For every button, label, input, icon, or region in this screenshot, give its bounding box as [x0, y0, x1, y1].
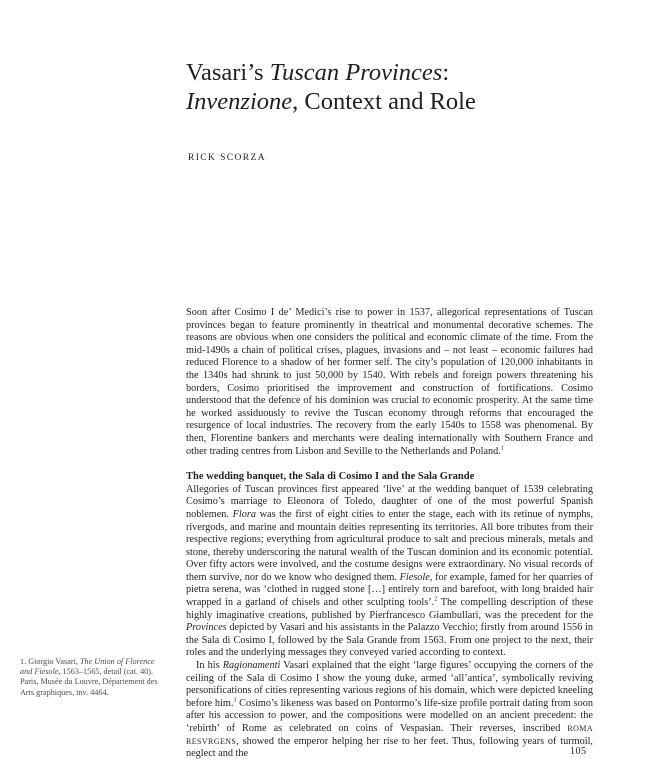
caption-text: , 1563–1565, detail (cat. 40). Paris, Musée du Louvre, Département des Arts graphiques, inv. 4464.: [20, 667, 158, 697]
paragraph-text: Allegories of Tuscan provinces first appeared ‘live’ at the wedding banquet of 1539 celebrating Cosimo’s marriage to Eleonora of Toledo, daughter of one of the most powerful Spanish noblemen.: [186, 483, 593, 520]
caption-italic-title: The Union of Florence and Fiesole: [20, 657, 155, 677]
paragraph-text: , for example, famed for her quarries of pietra serena, was ‘clothed in rugged stone […] entirely torn and barefoot, with long braided hair wrapped in a garland of chisels and other sculpting tools’.: [186, 571, 593, 609]
article-body: [186, 307, 593, 761]
footnote-ref: 1: [500, 445, 504, 452]
title-line-2: [186, 87, 606, 116]
caption-text: 1. Giorgio Vasari,: [20, 657, 80, 666]
paragraph-wedding: [186, 484, 593, 660]
paragraph-text: was the first of eight cities to enter the stage, each with its retinue of nymphs, rivergods, and marine and mountain deities representing its territories. All bore tributes from their respective regions; everything from agricultural produce to salt and precious minerals, metals and stone, thereby underscoring the natural wealth of the Tuscan dominion and its economic potential. Over fifty actors were involved, and the costume designs were extraordinary. No visual records of them survive, nor do we know who designed them.: [186, 508, 594, 583]
italic-term: Fiesole: [399, 571, 430, 583]
title-colon: :: [442, 59, 450, 86]
author-name: RICK SCORZA: [188, 153, 266, 163]
paragraph-text: Cosimo’s likeness was based on Pontormo’s life-size profile portrait dating from soon after his accession to power, and the compositions were modelled on an ancient precedent: the ‘rebirth’ of Rome as celebrated on coins of Vespasian. Their reverses, inscribed: [186, 697, 593, 734]
italic-term: Ragionamenti: [222, 660, 281, 672]
italic-term: Flora: [232, 508, 256, 520]
title-italic-text: Invenzione: [186, 88, 293, 115]
title-text: Vasari’s: [186, 59, 270, 86]
small-caps-inscription: ROMA RESVRGENS: [186, 724, 593, 746]
paragraph-text: depicted by Vasari and his assistants in the Palazzo Vecchio; firstly from around 1556 in the Sala di Cosimo I, followed by the Sala Grande from 1563. From one project to the next, their roles and the underlying messages they conveyed varied according to context.: [186, 622, 593, 659]
paragraph-text: Soon after Cosimo I de’ Medici’s rise to power in 1537, allegorical representations of Tuscan provinces began to feature prominently in theatrical and monumental decorative schemes. The reasons are obvious when one considers the political and economic climate of the time. From the mid-1490s a chain of political crises, plagues, invasions and – not least – economic failures had reduced Florence to a shadow of her former self. The city’s population of 120,000 inhabitants in the 1340s had shrunk to just 50,000 by 1540. With rebels and foreign powers threatening his borders, Cosimo prioritised the improvement and construction of fortifications. Cosimo understood that the defence of his dominion was crucial to economic prosperity. At the same time he worked assiduously to revive the Tuscan economy through reforms that encouraged the resurgence of local industries. The recovery from the early 1540s to 1558 was phenomenal. By then, Florentine bankers and merchants were dealing internationally with Southern France and other trading centres from Lisbon and Seville to the Netherlands and Poland.: [186, 307, 593, 457]
paragraph-ragionamenti: [186, 660, 593, 761]
paragraph-text: In his: [196, 660, 223, 672]
paragraph-intro: [186, 307, 593, 458]
paragraph-text: , showed the emperor helping her rise to her feet. Thus, following years of turmoil, neglect and the: [186, 735, 593, 760]
figure-caption: [20, 657, 160, 698]
title-text: , Context and Role: [292, 88, 476, 115]
title-italic-text: Tuscan Provinces: [269, 59, 443, 86]
paragraph-text: The compelling description of these highly imaginative creations, published by Pierfrancesco Giambullari, was the precedent for the: [186, 597, 593, 621]
paragraph-text: Vasari explained that the eight ‘large figures’ occupying the corners of the ceiling of the Sala di Cosimo I show the young duke, armed ‘all’antica’, symbolically reviving personifications of cities representing various regions of his domain, which were depicted kneeling before him.: [186, 660, 594, 709]
page-number: 105: [570, 746, 587, 757]
title-line-1: [186, 58, 606, 87]
footnote-ref: 3: [233, 697, 237, 704]
italic-term: Provinces: [186, 622, 227, 634]
article-title: [186, 58, 606, 116]
footnote-ref: 2: [434, 596, 438, 603]
section-heading: The wedding banquet, the Sala di Cosimo I and the Sala Grande: [186, 471, 475, 483]
